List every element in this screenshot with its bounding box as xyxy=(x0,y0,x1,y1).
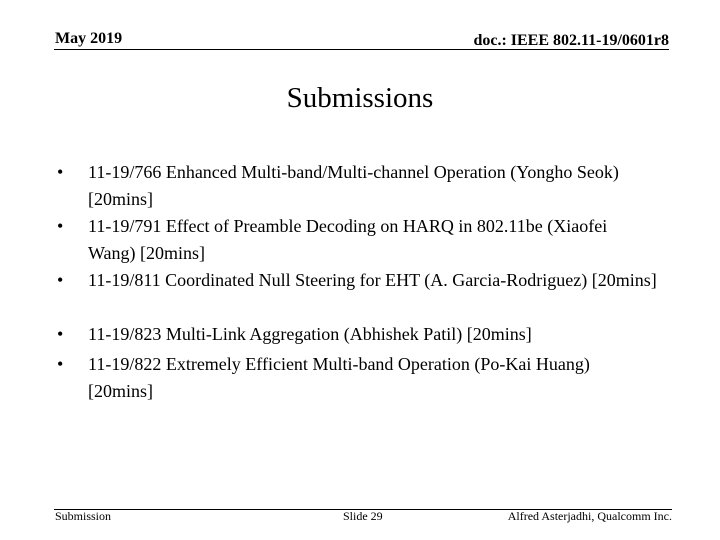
footer-author: Alfred Asterjadhi, Qualcomm Inc. xyxy=(507,509,672,523)
bullet-dot: • xyxy=(57,270,64,290)
slide-number: Slide 29 xyxy=(343,509,383,523)
bullet-text: 11-19/791 Effect of Preamble Decoding on HARQ in 802.11be (Xiaofei Wang) [20mins] xyxy=(88,216,608,263)
header-divider xyxy=(54,49,669,50)
bullet-text: 11-19/822 Extremely Efficient Multi-band Operation (Po-Kai Huang) [20mins] xyxy=(88,354,590,401)
header-date: May 2019 xyxy=(55,30,123,47)
footer-left: Submission xyxy=(55,509,112,523)
bullet-text: 11-19/823 Multi-Link Aggregation (Abhishek Patil) [20mins] xyxy=(88,324,532,344)
header-doc-id: doc.: IEEE 802.11-19/0601r8 xyxy=(473,32,669,49)
bullet-dot: • xyxy=(57,354,64,374)
bullet-dot: • xyxy=(57,216,64,236)
bullet-dot: • xyxy=(57,324,64,344)
bullet-text: 11-19/766 Enhanced Multi-band/Multi-channel Operation (Yongho Seok) [20mins] xyxy=(88,162,619,209)
slide-title: Submissions xyxy=(286,82,434,114)
bullet-dot: • xyxy=(57,162,64,182)
bullet-text: 11-19/811 Coordinated Null Steering for EHT (A. Garcia-Rodriguez) [20mins] xyxy=(88,270,657,290)
